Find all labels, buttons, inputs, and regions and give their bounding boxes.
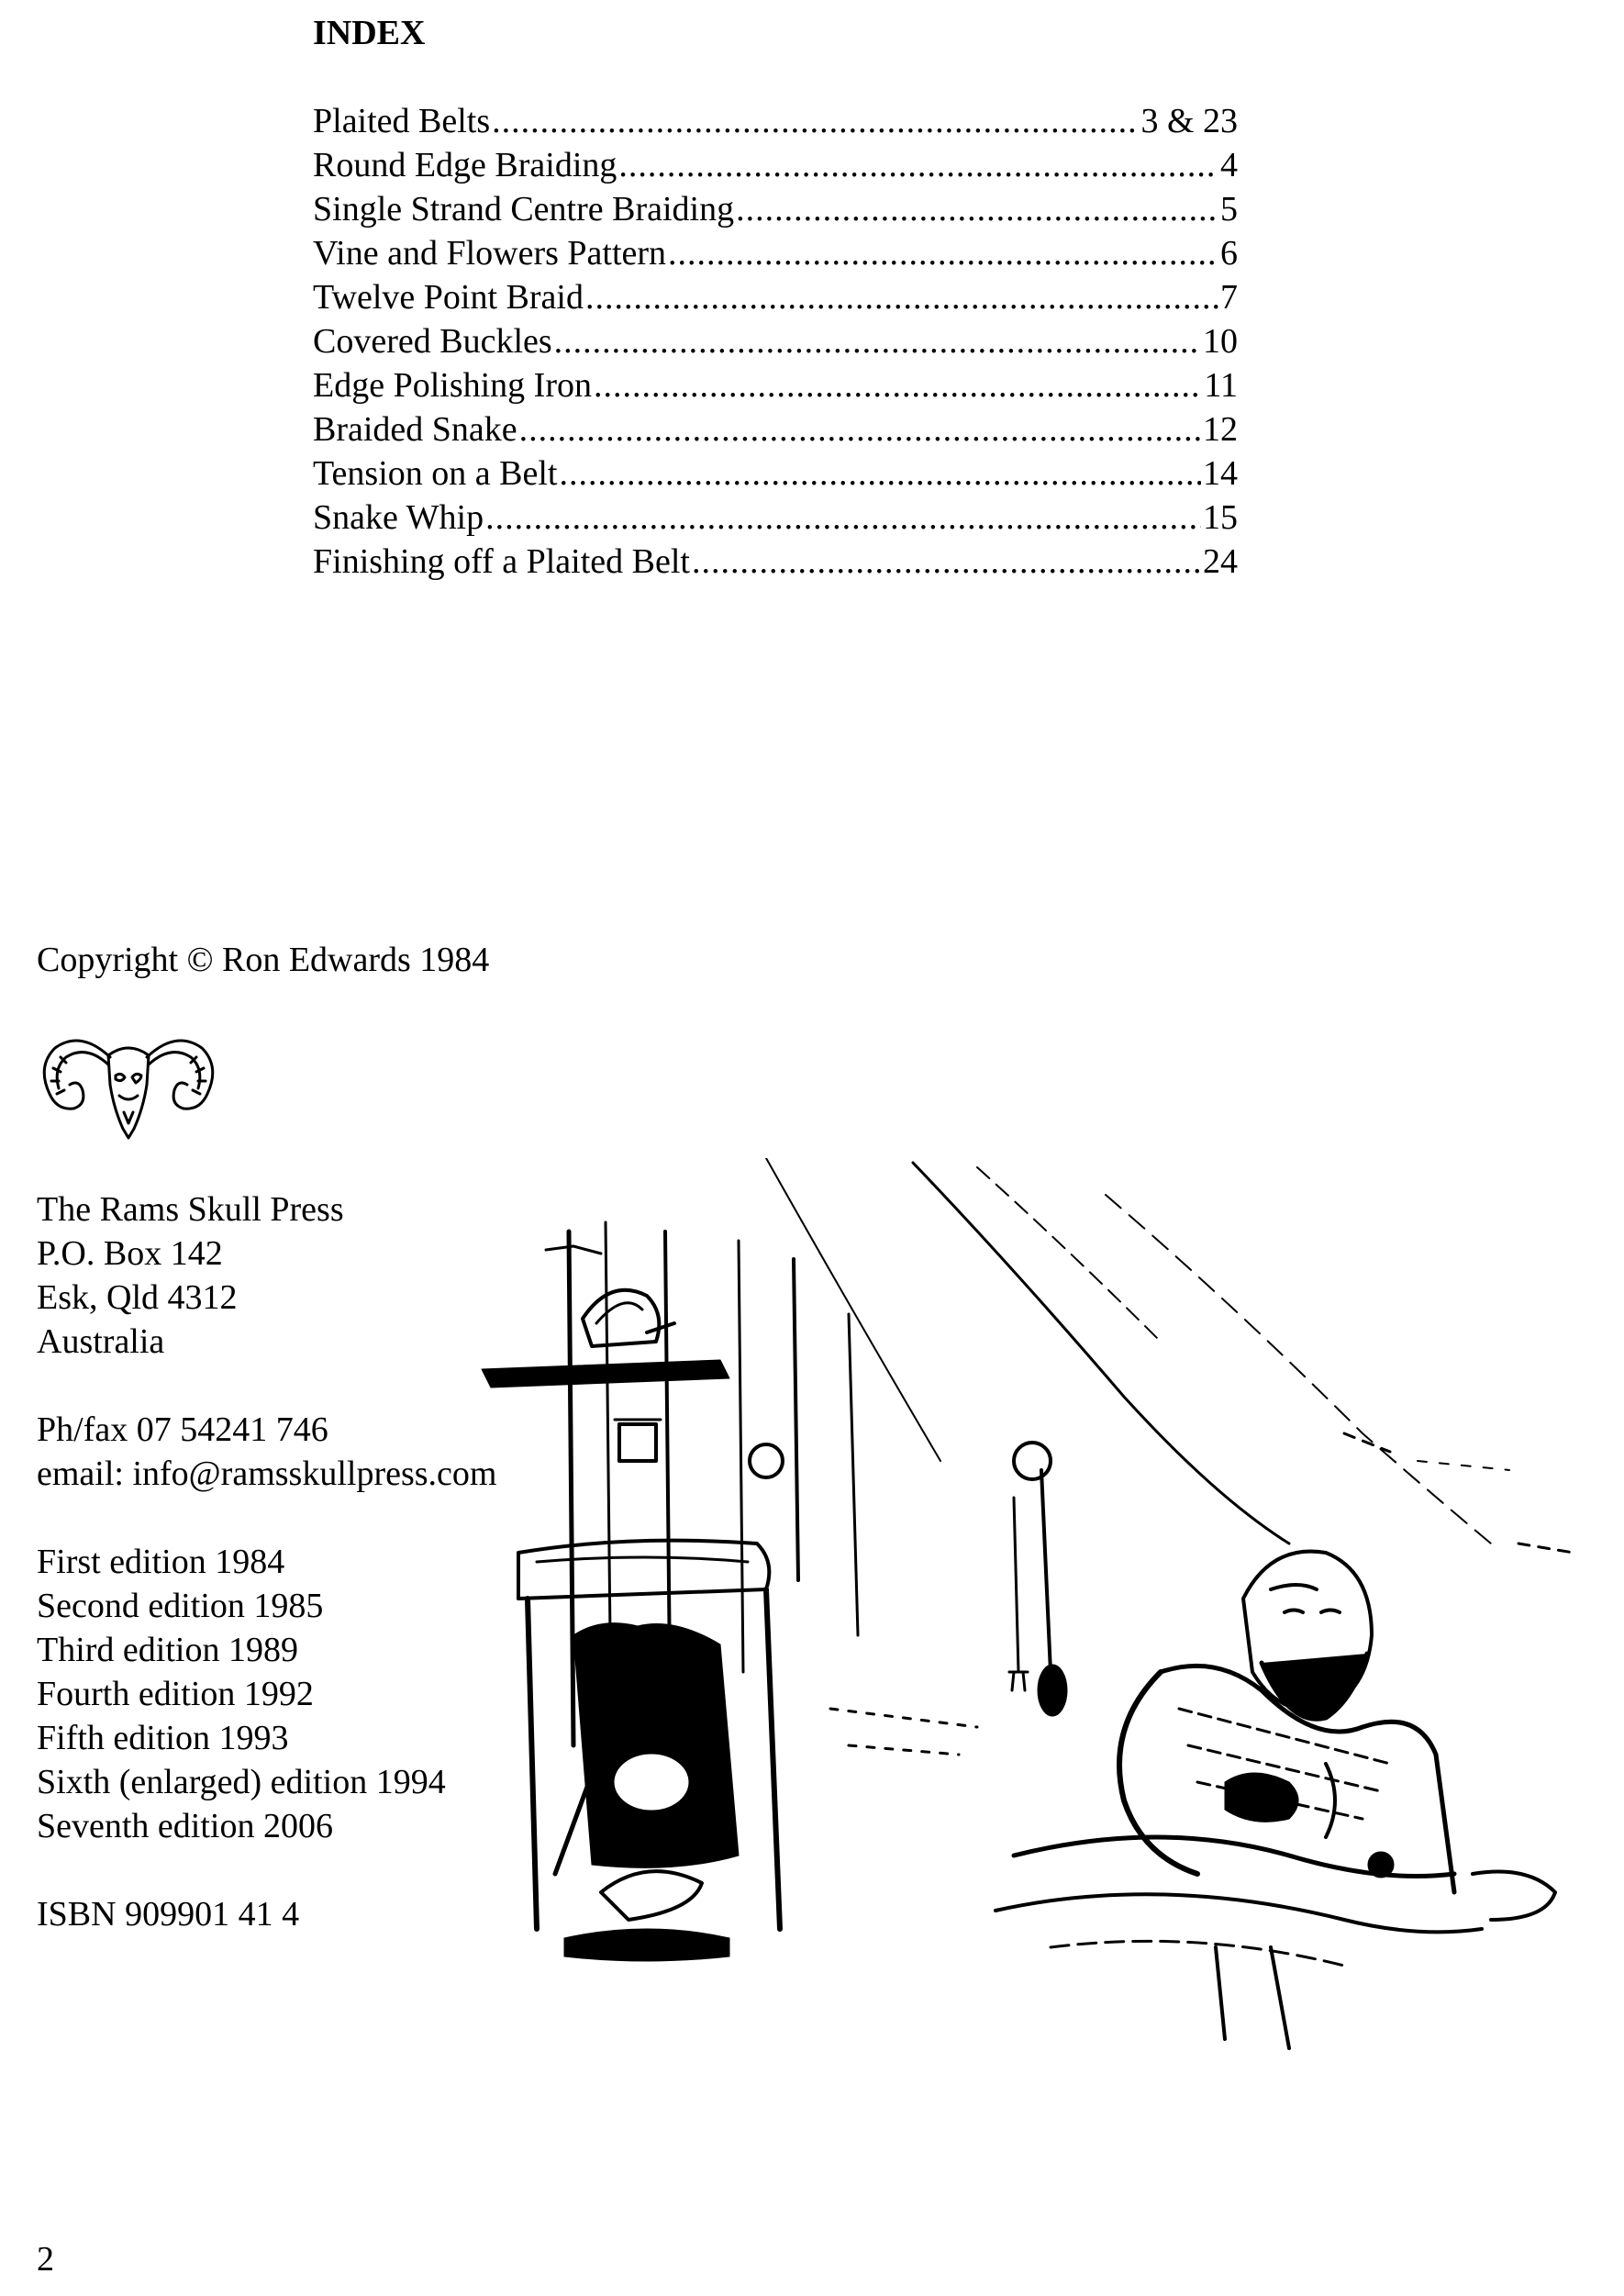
index-entry-page: 6 bbox=[1220, 234, 1238, 273]
index-entry[interactable] bbox=[313, 99, 1238, 143]
index-leader-dots bbox=[492, 99, 1139, 143]
isbn: ISBN 909901 41 4 bbox=[37, 1895, 300, 1934]
index-entry[interactable] bbox=[313, 540, 1238, 584]
edition-line: Fourth edition 1992 bbox=[37, 1675, 314, 1713]
index-entry-page: 15 bbox=[1203, 498, 1238, 537]
index-leader-dots bbox=[692, 540, 1201, 584]
index-leader-dots bbox=[594, 363, 1202, 407]
index-entry-label: Tension on a Belt bbox=[313, 454, 558, 493]
publisher-phone: Ph/fax 07 54241 746 bbox=[37, 1410, 328, 1449]
index-leader-dots bbox=[519, 407, 1201, 451]
index-entry-label: Covered Buckles bbox=[313, 322, 552, 361]
index-leader-dots bbox=[668, 231, 1218, 275]
index-leader-dots bbox=[736, 187, 1218, 231]
index-leader-dots bbox=[485, 496, 1201, 540]
index-entry-page: 5 bbox=[1220, 190, 1238, 228]
publisher-imprint bbox=[37, 1187, 496, 1936]
edition-line: Second edition 1985 bbox=[37, 1587, 324, 1625]
index-entry-label: Round Edge Braiding bbox=[313, 146, 617, 184]
index-entry-label: Snake Whip bbox=[313, 498, 484, 537]
publisher-town: Esk, Qld 4312 bbox=[37, 1278, 238, 1317]
index-entry-page: 3 & 23 bbox=[1140, 102, 1238, 140]
index-entry[interactable] bbox=[313, 363, 1238, 407]
edition-line: First edition 1984 bbox=[37, 1543, 285, 1581]
index-entry-page: 12 bbox=[1203, 410, 1238, 449]
leatherworker-at-hearth-illustration bbox=[463, 1158, 1601, 2057]
index-entry-label: Twelve Point Braid bbox=[313, 278, 584, 317]
index-entry-page: 4 bbox=[1220, 146, 1238, 184]
index-entry-label: Edge Polishing Iron bbox=[313, 366, 592, 405]
index-entry[interactable] bbox=[313, 231, 1238, 275]
publisher-po-box: P.O. Box 142 bbox=[37, 1234, 223, 1273]
index-entry-label: Vine and Flowers Pattern bbox=[313, 234, 667, 273]
edition-line: Sixth (enlarged) edition 1994 bbox=[37, 1763, 446, 1801]
page-number: 2 bbox=[37, 2240, 54, 2279]
index-entry[interactable] bbox=[313, 496, 1238, 540]
index-entry[interactable] bbox=[313, 319, 1238, 363]
index-entry-label: Plaited Belts bbox=[313, 102, 491, 140]
publisher-email[interactable]: email: info@ramsskullpress.com bbox=[37, 1455, 497, 1493]
index-title: INDEX bbox=[313, 14, 426, 52]
index-leader-dots bbox=[618, 143, 1218, 187]
index-entry[interactable] bbox=[313, 275, 1238, 319]
index-leader-dots bbox=[554, 319, 1201, 363]
index-entry-page: 10 bbox=[1203, 322, 1238, 361]
index-entry-page: 7 bbox=[1220, 278, 1238, 317]
index-entry-label: Single Strand Centre Braiding bbox=[313, 190, 735, 228]
index-entry-page: 24 bbox=[1203, 542, 1238, 581]
index-list bbox=[313, 99, 1238, 584]
edition-line: Fifth edition 1993 bbox=[37, 1719, 289, 1757]
ram-skull-icon bbox=[37, 1020, 220, 1144]
index-entry-label: Finishing off a Plaited Belt bbox=[313, 542, 690, 581]
index-entry[interactable] bbox=[313, 143, 1238, 187]
index-entry-page: 11 bbox=[1204, 366, 1238, 405]
index-entry-label: Braided Snake bbox=[313, 410, 517, 449]
index-entry[interactable] bbox=[313, 407, 1238, 451]
edition-line: Third edition 1989 bbox=[37, 1631, 298, 1669]
copyright-notice: Copyright © Ron Edwards 1984 bbox=[37, 941, 490, 979]
publisher-name: The Rams Skull Press bbox=[37, 1190, 344, 1229]
index-entry-page: 14 bbox=[1203, 454, 1238, 493]
edition-line: Seventh edition 2006 bbox=[37, 1807, 333, 1845]
publisher-country: Australia bbox=[37, 1322, 165, 1361]
index-entry[interactable] bbox=[313, 187, 1238, 231]
index-leader-dots bbox=[585, 275, 1218, 319]
index-entry[interactable] bbox=[313, 451, 1238, 496]
index-leader-dots bbox=[559, 451, 1201, 496]
